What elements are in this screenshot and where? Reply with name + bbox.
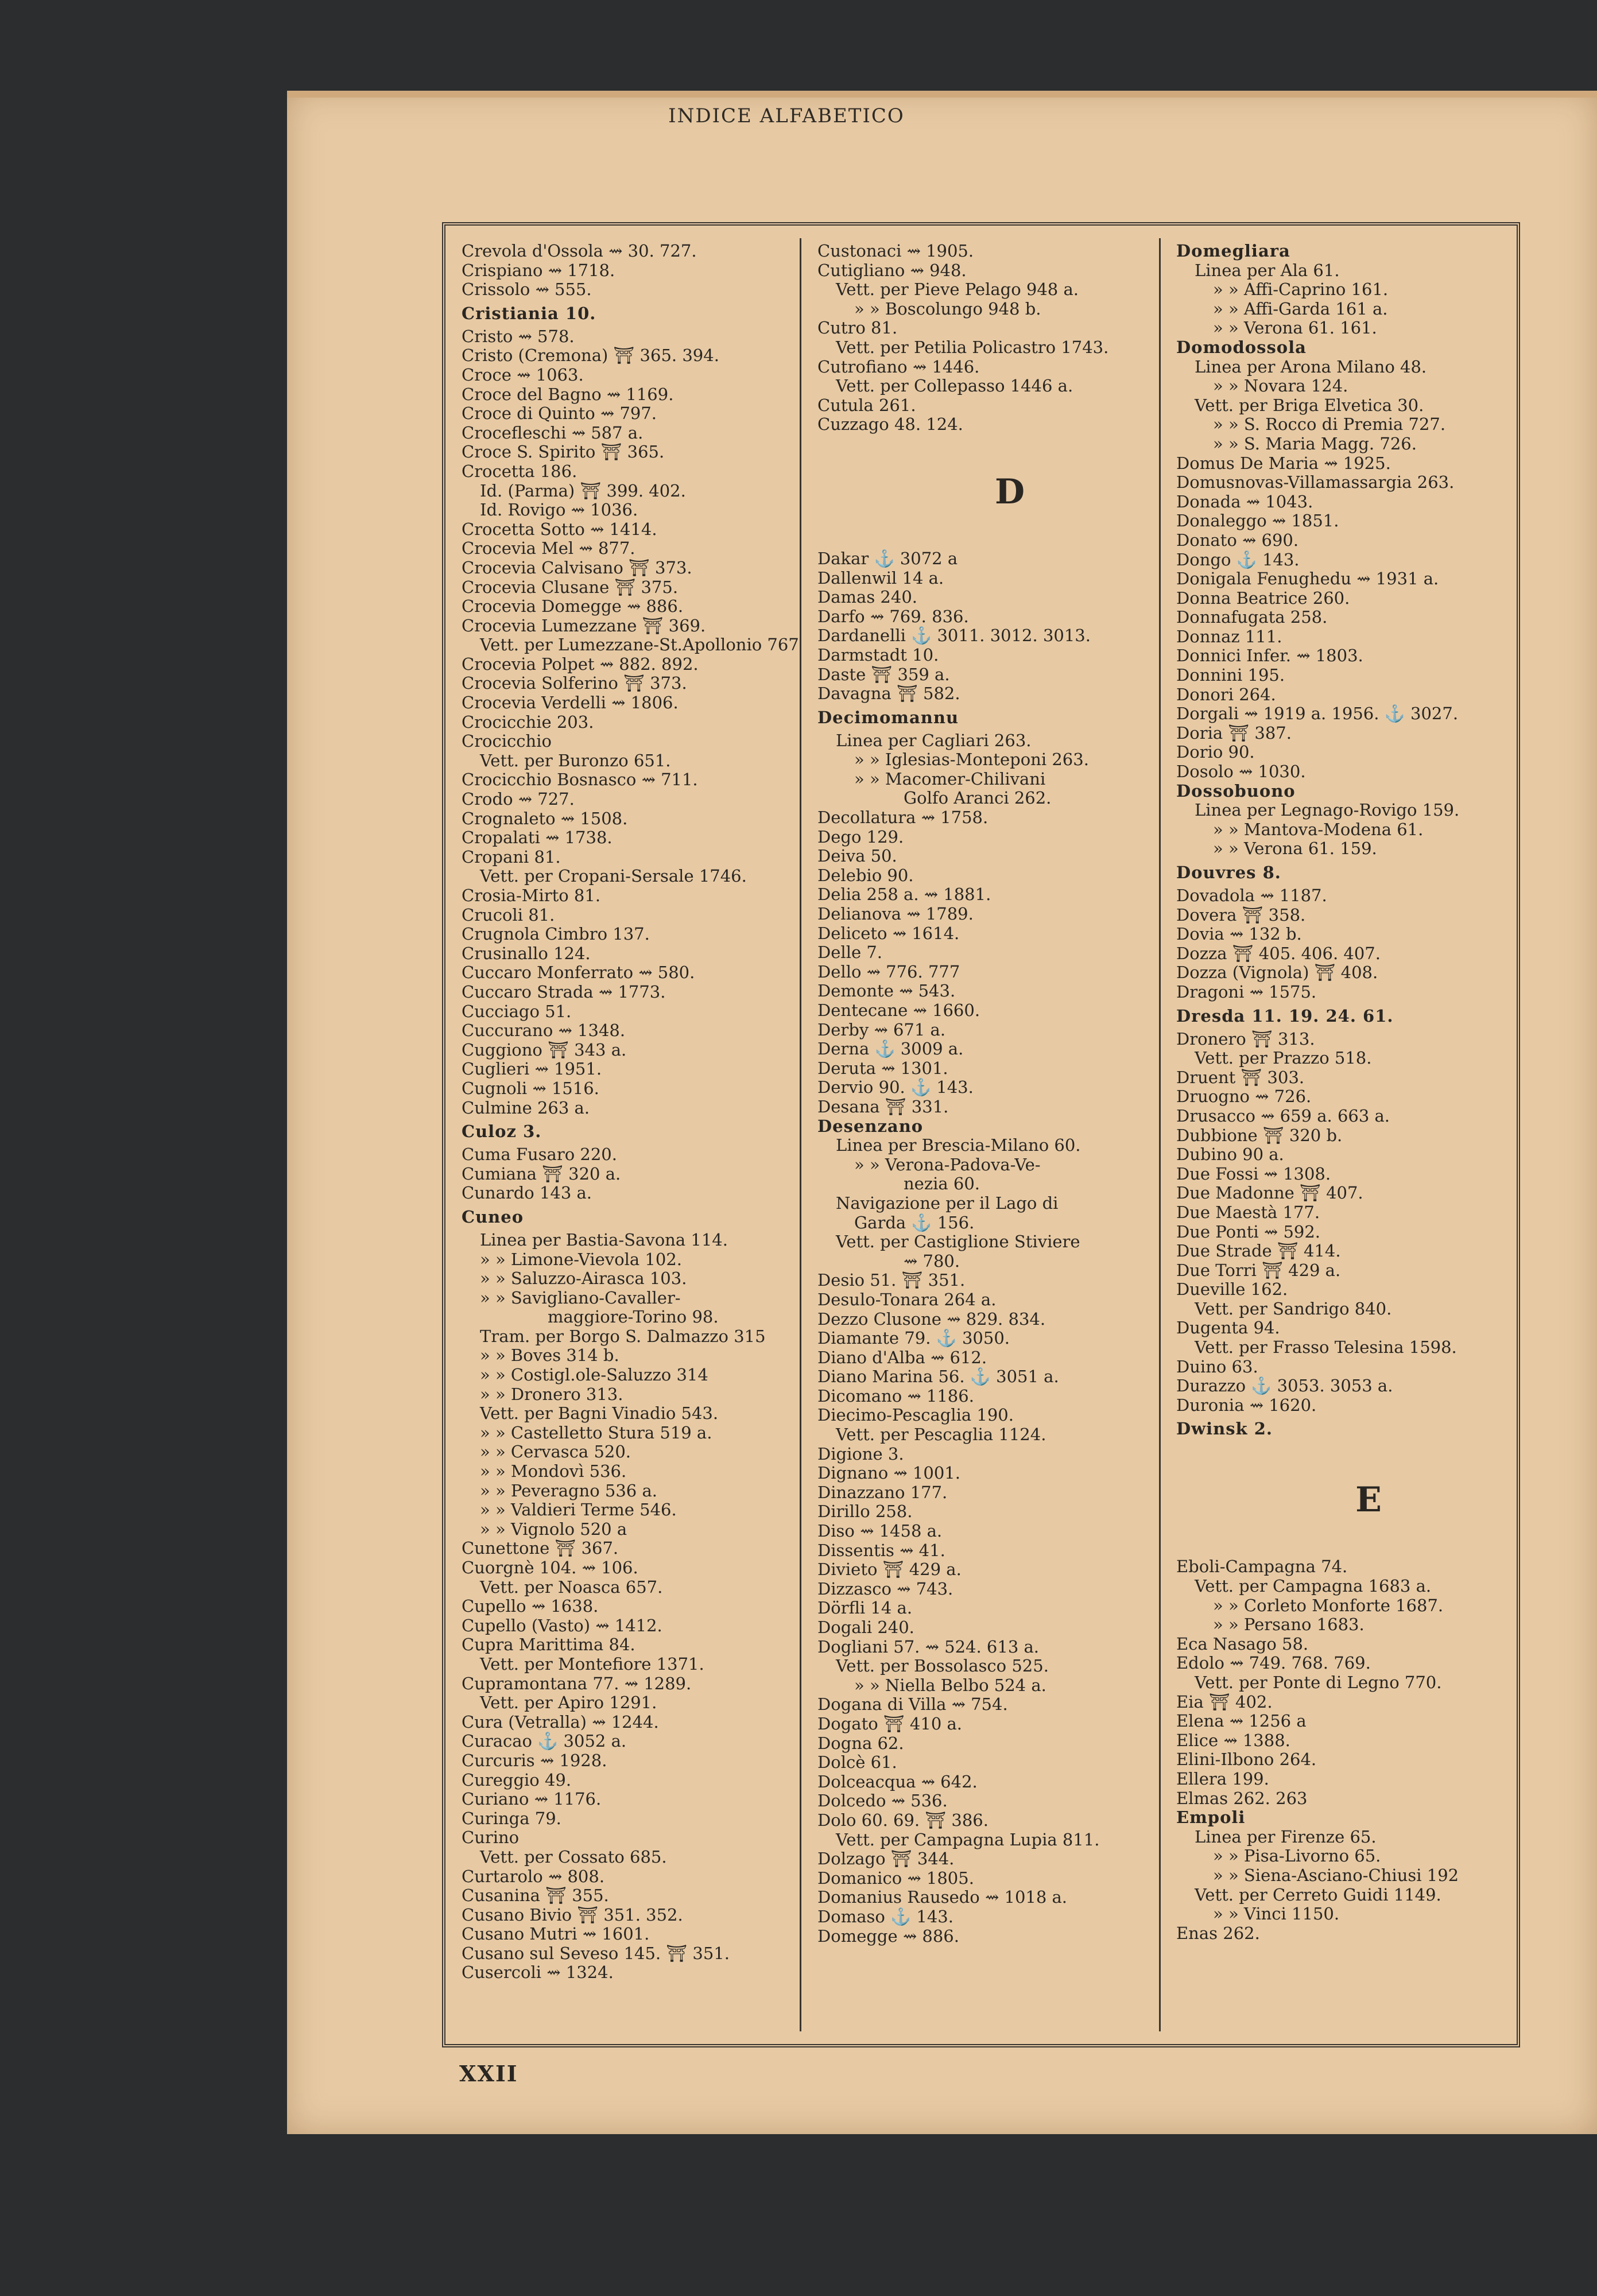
index-entry: Donnici Infer. ⇝ 1803. bbox=[1176, 646, 1363, 666]
index-entry: Vett. per Cerreto Guidi 1149. bbox=[1195, 1884, 1441, 1905]
index-frame bbox=[442, 222, 1520, 2047]
index-entry: Crispiano ⇝ 1718. bbox=[462, 260, 615, 280]
index-entry: Dorio 90. bbox=[1176, 742, 1255, 762]
index-entry: Vett. per Pieve Pelago 948 a. bbox=[836, 280, 1079, 300]
index-entry: Eboli-Campagna 74. bbox=[1176, 1557, 1348, 1577]
index-entry: Deiva 50. bbox=[817, 846, 897, 866]
index-entry: Doria ⛩ 387. bbox=[1176, 723, 1292, 743]
index-entry: Due Madonne ⛩ 407. bbox=[1176, 1183, 1363, 1203]
index-entry: Crodo ⇝ 727. bbox=[462, 789, 575, 809]
index-entry: Vett. per Petilia Policastro 1743. bbox=[836, 337, 1109, 357]
index-entry: Dezzo Clusone ⇝ 829. 834. bbox=[817, 1309, 1046, 1329]
index-entry: Eca Nasago 58. bbox=[1176, 1634, 1309, 1654]
index-column-2 bbox=[817, 242, 1156, 1946]
index-entry: Duronia ⇝ 1620. bbox=[1176, 1395, 1317, 1415]
index-entry: » » Boscolungo 948 b. bbox=[854, 298, 1041, 319]
index-heading: Douvres 8. bbox=[1176, 863, 1281, 882]
index-entry: Custonaci ⇝ 1905. bbox=[817, 241, 974, 261]
page-number: XXII bbox=[459, 2061, 518, 2086]
index-entry: Vett. per Collepasso 1446 a. bbox=[836, 376, 1073, 396]
index-entry: Cunettone ⛩ 367. bbox=[462, 1538, 619, 1558]
index-entry: Diamante 79. ⚓ 3050. bbox=[817, 1328, 1010, 1348]
index-entry: Dignano ⇝ 1001. bbox=[817, 1463, 960, 1483]
index-entry: Cristo (Cremona) ⛩ 365. 394. bbox=[462, 346, 719, 366]
index-entry: Darmstadt 10. bbox=[817, 645, 939, 665]
index-entry: Cupra Marittima 84. bbox=[462, 1635, 635, 1655]
index-entry: Dolcedo ⇝ 536. bbox=[817, 1791, 948, 1811]
index-entry: » » Vinci 1150. bbox=[1213, 1904, 1340, 1924]
index-entry: Dovia ⇝ 132 b. bbox=[1176, 924, 1302, 944]
index-entry: » » Persano 1683. bbox=[1213, 1615, 1365, 1635]
index-entry: Cuzzago 48. 124. bbox=[817, 414, 963, 435]
index-entry: Dolcè 61. bbox=[817, 1752, 897, 1773]
index-entry: Dorgali ⇝ 1919 a. 1956. ⚓ 3027. bbox=[1176, 704, 1459, 724]
index-entry: Cumiana ⛩ 320 a. bbox=[462, 1163, 621, 1184]
page-header: INDICE ALFABETICO bbox=[668, 104, 905, 127]
section-letter: E bbox=[1355, 1480, 1382, 1521]
index-entry: Id. (Parma) ⛩ 399. 402. bbox=[480, 480, 686, 501]
index-entry: Vett. per Montefiore 1371. bbox=[480, 1654, 704, 1674]
index-entry: » » S. Rocco di Premia 727. bbox=[1213, 414, 1446, 435]
index-entry: Crocevia Polpet ⇝ 882. 892. bbox=[462, 654, 699, 674]
index-entry: Curtarolo ⇝ 808. bbox=[462, 1866, 605, 1886]
index-entry: » » Mondovì 536. bbox=[480, 1461, 627, 1481]
index-entry: » » Corleto Monforte 1687. bbox=[1213, 1595, 1444, 1615]
index-heading: Domodossola bbox=[1176, 337, 1307, 357]
index-entry: Dogana di Villa ⇝ 754. bbox=[817, 1694, 1008, 1715]
index-entry: » » Verona 61. 159. bbox=[1213, 839, 1377, 859]
index-entry: Elice ⇝ 1388. bbox=[1176, 1730, 1290, 1750]
index-entry: Crocicchio Bosnasco ⇝ 711. bbox=[462, 770, 698, 790]
index-entry: » » Macomer-Chilivani bbox=[854, 769, 1046, 789]
index-entry: Desulo-Tonara 264 a. bbox=[817, 1289, 997, 1309]
index-entry: Drusacco ⇝ 659 a. 663 a. bbox=[1176, 1106, 1390, 1126]
index-heading: Empoli bbox=[1176, 1808, 1246, 1828]
index-entry: Curinga 79. bbox=[462, 1808, 561, 1828]
index-entry: » » Saluzzo-Airasca 103. bbox=[480, 1269, 687, 1289]
index-entry: Dolo 60. 69. ⛩ 386. bbox=[817, 1810, 989, 1830]
index-entry: » » Savigliano-Cavaller- bbox=[480, 1287, 681, 1308]
index-entry: Diano d'Alba ⇝ 612. bbox=[817, 1347, 987, 1367]
index-entry: Dozza (Vignola) ⛩ 408. bbox=[1176, 963, 1378, 983]
index-entry: Linea per Ala 61. bbox=[1195, 260, 1340, 280]
index-entry: Cutro 81. bbox=[817, 318, 898, 338]
index-entry: Dolceacqua ⇝ 642. bbox=[817, 1771, 978, 1791]
index-entry: » » Boves 314 b. bbox=[480, 1345, 619, 1366]
index-entry: » » Valdieri Terme 546. bbox=[480, 1500, 677, 1520]
index-entry: Delia 258 a. ⇝ 1881. bbox=[817, 885, 991, 905]
index-entry: Vett. per Lumezzane-St.Apollonio 767 bbox=[480, 635, 799, 655]
index-entry: Druogno ⇝ 726. bbox=[1176, 1087, 1312, 1107]
index-entry: Vett. per Cropani-Sersale 1746. bbox=[480, 866, 747, 886]
index-entry: Dronero ⛩ 313. bbox=[1176, 1029, 1315, 1049]
index-entry: Crocevia Solferino ⛩ 373. bbox=[462, 673, 687, 693]
index-entry: Dardanelli ⚓ 3011. 3012. 3013. bbox=[817, 626, 1091, 646]
index-entry: Derby ⇝ 671 a. bbox=[817, 1019, 946, 1040]
index-entry: Dueville 162. bbox=[1176, 1279, 1288, 1300]
index-entry: Vett. per Frasso Telesina 1598. bbox=[1195, 1337, 1457, 1358]
index-entry: Curiano ⇝ 1176. bbox=[462, 1789, 602, 1809]
index-entry: Derna ⚓ 3009 a. bbox=[817, 1039, 964, 1059]
index-entry: » » Costigl.ole-Saluzzo 314 bbox=[480, 1365, 708, 1385]
index-entry: Cusano Mutri ⇝ 1601. bbox=[462, 1924, 650, 1944]
index-entry: » » S. Maria Magg. 726. bbox=[1213, 433, 1417, 453]
index-entry: Navigazione per il Lago di bbox=[836, 1193, 1059, 1213]
index-entry: Due Torri ⛩ 429 a. bbox=[1176, 1260, 1341, 1280]
index-entry: Crocevia Verdelli ⇝ 1806. bbox=[462, 693, 679, 713]
index-entry: Linea per Legnago-Rovigo 159. bbox=[1195, 800, 1460, 820]
index-entry: Damas 240. bbox=[817, 587, 917, 607]
index-entry: Id. Rovigo ⇝ 1036. bbox=[480, 500, 638, 520]
index-entry: Curino bbox=[462, 1828, 520, 1848]
index-entry: Dizzasco ⇝ 743. bbox=[817, 1578, 953, 1599]
index-entry: Vett. per Cossato 685. bbox=[480, 1847, 667, 1867]
index-entry: Elini-Ilbono 264. bbox=[1176, 1750, 1317, 1770]
index-entry: Linea per Cagliari 263. bbox=[836, 730, 1032, 750]
index-heading: Dwinsk 2. bbox=[1176, 1419, 1273, 1439]
index-entry: Daste ⛩ 359 a. bbox=[817, 664, 950, 684]
index-entry: Dovera ⛩ 358. bbox=[1176, 905, 1306, 925]
index-entry: Delebio 90. bbox=[817, 865, 914, 885]
index-entry: Duino 63. bbox=[1176, 1356, 1258, 1376]
index-entry: Diso ⇝ 1458 a. bbox=[817, 1521, 943, 1541]
index-entry: » » Siena-Asciano-Chiusi 192 bbox=[1213, 1865, 1459, 1885]
index-entry: Elena ⇝ 1256 a bbox=[1176, 1711, 1307, 1731]
index-entry: Vett. per Ponte di Legno 770. bbox=[1195, 1673, 1442, 1692]
index-entry: Vett. per Bossolasco 525. bbox=[836, 1656, 1049, 1676]
index-entry: Due Fossi ⇝ 1308. bbox=[1176, 1163, 1331, 1184]
index-entry: Cuggiono ⛩ 343 a. bbox=[462, 1040, 627, 1060]
index-entry: Vett. per Noasca 657. bbox=[480, 1577, 663, 1597]
index-entry: Dosolo ⇝ 1030. bbox=[1176, 762, 1306, 782]
index-entry: Crugnola Cimbro 137. bbox=[462, 924, 650, 944]
index-entry: Donori 264. bbox=[1176, 684, 1276, 704]
index-entry: Crucoli 81. bbox=[462, 905, 555, 925]
index-entry: Dörfli 14 a. bbox=[817, 1598, 913, 1618]
index-entry: Dogato ⛩ 410 a. bbox=[817, 1713, 963, 1733]
index-entry: Due Strade ⛩ 414. bbox=[1176, 1241, 1341, 1261]
index-entry: Enas 262. bbox=[1176, 1923, 1260, 1943]
index-entry: Cuorgnè 104. ⇝ 106. bbox=[462, 1558, 638, 1577]
index-entry: Dello ⇝ 776. 777 bbox=[817, 961, 960, 982]
index-entry: Dugenta 94. bbox=[1176, 1318, 1280, 1338]
index-entry: Deruta ⇝ 1301. bbox=[817, 1058, 948, 1078]
index-entry: Cusano Bivio ⛩ 351. 352. bbox=[462, 1905, 683, 1925]
index-entry: Vett. per Prazzo 518. bbox=[1195, 1048, 1372, 1068]
index-entry: Dicomano ⇝ 1186. bbox=[817, 1386, 974, 1406]
index-entry: Due Ponti ⇝ 592. bbox=[1176, 1221, 1321, 1242]
index-entry: Golfo Aranci 262. bbox=[904, 788, 1052, 808]
index-entry: Crissolo ⇝ 555. bbox=[462, 280, 592, 300]
index-entry: » » Affi-Caprino 161. bbox=[1213, 280, 1389, 300]
index-entry: Cristo ⇝ 578. bbox=[462, 326, 575, 346]
index-entry: Dubbione ⛩ 320 b. bbox=[1176, 1125, 1343, 1145]
index-entry: Delianova ⇝ 1789. bbox=[817, 904, 974, 924]
index-entry: » » Dronero 313. bbox=[480, 1384, 623, 1404]
index-entry: Donada ⇝ 1043. bbox=[1176, 491, 1313, 511]
index-entry: Dozza ⛩ 405. 406. 407. bbox=[1176, 943, 1381, 963]
index-entry: Dervio 90. ⚓ 143. bbox=[817, 1077, 974, 1097]
index-entry: Vett. per Castiglione Stiviere bbox=[836, 1232, 1080, 1252]
index-entry: Crocetta 186. bbox=[462, 461, 577, 481]
index-entry: Cuma Fusaro 220. bbox=[462, 1145, 617, 1165]
index-entry: Donnaz 111. bbox=[1176, 626, 1282, 646]
index-entry: Davagna ⛩ 582. bbox=[817, 684, 960, 704]
index-entry: Dogliani 57. ⇝ 524. 613 a. bbox=[817, 1636, 1040, 1657]
index-entry: Cropalati ⇝ 1738. bbox=[462, 828, 613, 848]
index-entry: » » Novara 124. bbox=[1213, 376, 1348, 396]
index-entry: Donnini 195. bbox=[1176, 665, 1285, 685]
index-entry: Cuccaro Monferrato ⇝ 580. bbox=[462, 963, 695, 983]
index-entry: » » Pisa-Livorno 65. bbox=[1213, 1846, 1381, 1866]
index-entry: Crocefleschi ⇝ 587 a. bbox=[462, 422, 644, 443]
index-entry: Linea per Firenze 65. bbox=[1195, 1826, 1377, 1847]
index-entry: Dongo ⚓ 143. bbox=[1176, 549, 1300, 569]
index-entry: Domus De Maria ⇝ 1925. bbox=[1176, 453, 1391, 473]
index-entry: Crognaleto ⇝ 1508. bbox=[462, 808, 628, 828]
index-entry: » » Mantova-Modena 61. bbox=[1213, 819, 1424, 839]
index-entry: Donaleggo ⇝ 1851. bbox=[1176, 511, 1339, 531]
index-entry: Vett. per Sandrigo 840. bbox=[1195, 1298, 1392, 1318]
index-entry: Durazzo ⚓ 3053. 3053 a. bbox=[1176, 1376, 1393, 1396]
index-entry: Crevola d'Ossola ⇝ 30. 727. bbox=[462, 241, 697, 261]
index-entry: Croce di Quinto ⇝ 797. bbox=[462, 404, 657, 424]
index-entry: Domanius Rausedo ⇝ 1018 a. bbox=[817, 1887, 1068, 1907]
index-entry: Decollatura ⇝ 1758. bbox=[817, 808, 989, 828]
index-column-3 bbox=[1176, 242, 1515, 1943]
index-entry: Druent ⛩ 303. bbox=[1176, 1067, 1305, 1087]
index-entry: » » Cervasca 520. bbox=[480, 1442, 631, 1462]
index-entry: Linea per Arona Milano 48. bbox=[1195, 356, 1427, 377]
index-entry: Due Maestà 177. bbox=[1176, 1202, 1320, 1222]
index-entry: Croce del Bagno ⇝ 1169. bbox=[462, 384, 674, 404]
index-heading: Domegliara bbox=[1176, 241, 1290, 261]
index-entry: Cunardo 143 a. bbox=[462, 1183, 592, 1203]
index-heading: Decimomannu bbox=[817, 707, 959, 727]
index-heading: Dresda 11. 19. 24. 61. bbox=[1176, 1006, 1394, 1026]
index-entry: Linea per Bastia-Savona 114. bbox=[480, 1230, 728, 1250]
index-heading: Culoz 3. bbox=[462, 1122, 542, 1142]
index-entry: Cureggio 49. bbox=[462, 1770, 572, 1790]
index-entry: Curacao ⚓ 3052 a. bbox=[462, 1731, 627, 1751]
index-entry: Cutula 261. bbox=[817, 395, 916, 415]
index-entry: Dogali 240. bbox=[817, 1618, 914, 1637]
index-heading: Cuneo bbox=[462, 1207, 524, 1227]
index-entry: Linea per Brescia-Milano 60. bbox=[836, 1135, 1081, 1155]
index-entry: Croce ⇝ 1063. bbox=[462, 364, 584, 385]
index-entry: » » Peveragno 536 a. bbox=[480, 1480, 657, 1500]
index-entry: » » Verona-Padova-Ve- bbox=[854, 1154, 1041, 1174]
index-entry: Garda ⚓ 156. bbox=[854, 1212, 975, 1232]
index-entry: Dallenwil 14 a. bbox=[817, 568, 944, 588]
index-entry: ⇝ 780. bbox=[904, 1251, 960, 1271]
index-entry: Donato ⇝ 690. bbox=[1176, 530, 1299, 550]
index-column-1 bbox=[462, 241, 799, 1983]
index-entry: Elmas 262. 263 bbox=[1176, 1788, 1308, 1808]
index-entry: Vett. per Briga Elvetica 30. bbox=[1195, 395, 1424, 415]
index-entry: Crosia-Mirto 81. bbox=[462, 886, 601, 905]
index-entry: Culmine 263 a. bbox=[462, 1097, 590, 1118]
index-entry: Dogna 62. bbox=[817, 1733, 904, 1753]
index-entry: maggiore-Torino 98. bbox=[548, 1307, 719, 1327]
index-entry: Domusnovas-Villamassargia 263. bbox=[1176, 472, 1455, 492]
index-entry: Domaso ⚓ 143. bbox=[817, 1906, 953, 1926]
index-entry: Crocevia Mel ⇝ 877. bbox=[462, 538, 635, 559]
index-entry: Dakar ⚓ 3072 a bbox=[817, 548, 958, 568]
index-entry: Cucciago 51. bbox=[462, 1001, 572, 1021]
index-entry: Crocevia Lumezzane ⛩ 369. bbox=[462, 615, 706, 635]
index-entry: Crusinallo 124. bbox=[462, 943, 591, 963]
section-letter: D bbox=[994, 471, 1025, 512]
index-heading: Desenzano bbox=[817, 1116, 924, 1136]
index-entry: Dissentis ⇝ 41. bbox=[817, 1540, 945, 1560]
index-entry: » » Verona 61. 161. bbox=[1213, 318, 1377, 338]
index-entry: » » Affi-Garda 161 a. bbox=[1213, 298, 1388, 319]
index-entry: » » Vignolo 520 a bbox=[480, 1519, 627, 1539]
index-entry: Crocevia Domegge ⇝ 886. bbox=[462, 596, 684, 616]
index-entry: Vett. per Campagna Lupia 811. bbox=[836, 1829, 1100, 1849]
index-entry: Dirillo 258. bbox=[817, 1502, 913, 1522]
index-entry: » » Limone-Vievola 102. bbox=[480, 1249, 683, 1269]
index-entry: Croce S. Spirito ⛩ 365. bbox=[462, 442, 665, 462]
index-entry: Cusano sul Seveso 145. ⛩ 351. bbox=[462, 1943, 730, 1963]
index-entry: Cuccurano ⇝ 1348. bbox=[462, 1021, 626, 1041]
index-entry: » » Castelletto Stura 519 a. bbox=[480, 1422, 712, 1442]
index-entry: Dentecane ⇝ 1660. bbox=[817, 1000, 980, 1020]
index-entry: Dubino 90 a. bbox=[1176, 1145, 1284, 1165]
index-entry: Cutrofiano ⇝ 1446. bbox=[817, 356, 980, 377]
index-entry: Dragoni ⇝ 1575. bbox=[1176, 982, 1317, 1002]
index-entry: nezia 60. bbox=[904, 1174, 980, 1194]
index-entry: Cutigliano ⇝ 948. bbox=[817, 260, 967, 280]
index-entry: Crocicchio bbox=[462, 731, 552, 751]
index-entry: Domanico ⇝ 1805. bbox=[817, 1868, 974, 1888]
index-entry: Crocevia Clusane ⛩ 375. bbox=[462, 577, 679, 597]
index-entry: Vett. per Campagna 1683 a. bbox=[1195, 1576, 1432, 1596]
index-entry: Demonte ⇝ 543. bbox=[817, 981, 956, 1001]
index-heading: Dossobuono bbox=[1176, 781, 1296, 801]
index-entry: Dolzago ⛩ 344. bbox=[817, 1849, 955, 1869]
column-separator bbox=[800, 238, 801, 2031]
index-entry: Dego 129. bbox=[817, 827, 904, 847]
index-entry: Donigala Fenughedu ⇝ 1931 a. bbox=[1176, 569, 1439, 589]
index-entry: Divieto ⛩ 429 a. bbox=[817, 1560, 962, 1580]
index-entry: Cropani 81. bbox=[462, 847, 561, 867]
index-entry: Desana ⛩ 331. bbox=[817, 1096, 949, 1116]
index-entry: » » Niella Belbo 524 a. bbox=[854, 1675, 1046, 1695]
index-entry: Dovadola ⇝ 1187. bbox=[1176, 886, 1327, 905]
index-entry: Curcuris ⇝ 1928. bbox=[462, 1750, 607, 1770]
index-entry: Cusanina ⛩ 355. bbox=[462, 1886, 609, 1906]
index-entry: Domegge ⇝ 886. bbox=[817, 1926, 959, 1946]
index-entry: Eia ⛩ 402. bbox=[1176, 1692, 1273, 1712]
index-entry: Diano Marina 56. ⚓ 3051 a. bbox=[817, 1367, 1059, 1387]
index-entry: Vett. per Bagni Vinadio 543. bbox=[480, 1403, 719, 1424]
index-entry: » » Iglesias-Monteponi 263. bbox=[854, 750, 1089, 770]
index-entry: Cupello (Vasto) ⇝ 1412. bbox=[462, 1615, 662, 1635]
column-separator bbox=[1159, 238, 1161, 2031]
index-entry: Delle 7. bbox=[817, 943, 883, 963]
index-entry: Crocicchie 203. bbox=[462, 712, 594, 732]
index-entry: Cugnoli ⇝ 1516. bbox=[462, 1078, 599, 1098]
index-entry: Donnafugata 258. bbox=[1176, 607, 1328, 627]
index-entry: Crocevia Calvisano ⛩ 373. bbox=[462, 557, 692, 577]
index-entry: Crocetta Sotto ⇝ 1414. bbox=[462, 519, 657, 539]
index-entry: Vett. per Apiro 1291. bbox=[480, 1693, 657, 1713]
index-heading: Cristiania 10. bbox=[462, 303, 596, 323]
index-entry: Vett. per Pescaglia 1124. bbox=[836, 1425, 1046, 1445]
index-entry: Cusercoli ⇝ 1324. bbox=[462, 1963, 614, 1983]
index-entry: Cuglieri ⇝ 1951. bbox=[462, 1059, 602, 1079]
index-entry: Digione 3. bbox=[817, 1444, 904, 1464]
index-entry: Cura (Vetralla) ⇝ 1244. bbox=[462, 1712, 659, 1732]
index-entry: Cupello ⇝ 1638. bbox=[462, 1596, 599, 1616]
index-entry: Donna Beatrice 260. bbox=[1176, 588, 1350, 608]
index-entry: Ellera 199. bbox=[1176, 1768, 1269, 1789]
index-entry: Darfo ⇝ 769. 836. bbox=[817, 606, 969, 626]
index-entry: Diecimo-Pescaglia 190. bbox=[817, 1405, 1014, 1425]
index-entry: Cuccaro Strada ⇝ 1773. bbox=[462, 982, 666, 1002]
index-entry: Deliceto ⇝ 1614. bbox=[817, 923, 960, 943]
index-entry: Desio 51. ⛩ 351. bbox=[817, 1270, 966, 1290]
index-entry: Dinazzano 177. bbox=[817, 1482, 948, 1502]
index-entry: Edolo ⇝ 749. 768. 769. bbox=[1176, 1653, 1371, 1673]
index-entry: Cupramontana 77. ⇝ 1289. bbox=[462, 1673, 692, 1693]
index-entry: Vett. per Buronzo 651. bbox=[480, 750, 671, 770]
index-entry: Tram. per Borgo S. Dalmazzo 315 bbox=[480, 1326, 766, 1346]
